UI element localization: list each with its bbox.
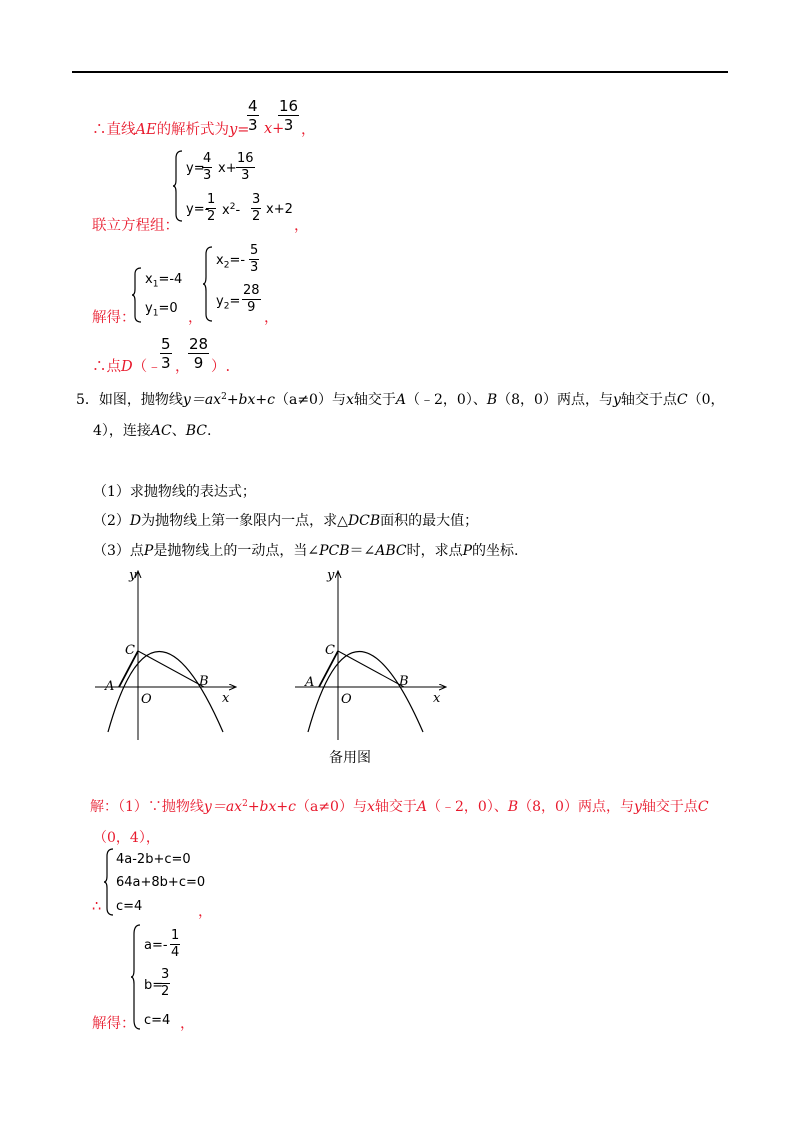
figure-caption: 备用图 [329,750,371,766]
brace-step2 [172,150,184,222]
step2-eq2-frac2: $\frac{3}{2}$ [252,192,261,224]
solution-a-frac: $\frac{1}{4}$ [171,928,180,960]
problem-line1: 5．如图，抛物线$y=ax^2+bx+c(a\ne 0)$与x轴交于A（﹣2，0）、B（8，0）两点，与y轴交于点C（0， [76,392,725,408]
label-c: C [125,643,135,658]
segment-bc [138,651,204,687]
sol1-x: $x_1=-4$ [145,272,183,290]
solution-label: 解得： [92,1016,136,1032]
sol1-y: $y_1=0$ [145,301,178,319]
step2-eq1-frac1: $\frac{4}{3}$ [203,151,212,183]
question-2: （2）D为抛物线上第一象限内一点，求△DCB面积的最大值； [93,513,479,529]
system-eq1: 4a-2b+c=0 [116,852,191,867]
question-1: （1）求抛物线的表达式； [93,484,256,500]
sol2-x-frac: $\frac{5}{3}$ [250,243,259,275]
system-eq3: c=4 [116,899,143,914]
solution-comma: ， [180,1016,195,1032]
label-a: A [305,675,315,690]
step1-frac2: $\frac{16}{3}$ [279,97,299,134]
parabola [108,652,223,733]
solution-a: a=- [144,938,168,953]
step1-comma: ， [301,122,316,138]
solution-line1: 解：（1）∵抛物线$y=ax^2+bx+c(a\ne 0)$与x轴交于A（﹣2，0）、B（8，0）两点，与y轴交于点C [90,799,709,815]
header-rule [72,71,728,73]
therefore-symbol: ∴ [92,899,102,915]
step4-frac2: $\frac{28}{9}$ [189,335,209,372]
solution-b: b= [144,978,164,993]
label-x: x [222,691,230,706]
label-y: y [327,568,335,583]
step2-comma: ， [294,218,309,234]
solution-c: c=4 [144,1013,171,1028]
step1-text: ∴直线AE的解析式为y= [92,122,250,138]
step4-text: ∴点D（﹣ [92,359,162,375]
sol-sep: ， [188,310,203,326]
label-y: y [129,568,137,583]
label-c: C [325,643,335,658]
figure-main [95,562,245,742]
step2-eq1-y: y= [186,161,205,176]
sol2-y-frac: $\frac{28}{9}$ [243,283,260,315]
step2-eq2-frac1: $\frac{1}{2}$ [207,192,216,224]
solution-line2: （0，4）， [93,830,160,846]
label-o: O [141,692,152,707]
label-x: x [433,691,441,706]
step3-comma: ， [264,310,279,326]
step2-eq1-frac2: $\frac{16}{3}$ [237,151,254,183]
sol2-x: $x_2=-$ [216,253,246,271]
sol2-y: $y_2=$ [216,294,241,312]
figure-backup [295,562,455,742]
step4-close: ）. [211,359,231,375]
question-3: （3）点P是抛物线上的一动点，当∠PCB＝∠ABC时，求点P的坐标. [93,543,519,559]
step3-label: 解得： [92,310,136,326]
step2-eq2-rest: x+2 [266,202,293,217]
step4-sep: ， [175,359,190,375]
step1-frac1: $\frac{4}{3}$ [248,97,258,134]
brace-sol2 [202,246,214,322]
label-o: O [341,692,352,707]
label-b: B [399,674,409,689]
step2-eq1-rest: x+ [218,161,237,176]
solution-b-frac: $\frac{3}{2}$ [161,967,170,999]
segment-bc [338,651,404,687]
step4-frac1: $\frac{5}{3}$ [161,335,171,372]
label-a: A [105,679,115,694]
step2-eq2-x2: $x^2-$ [222,202,241,218]
system-comma: ， [198,904,213,920]
problem-line2: 4），连接AC、BC. [93,423,212,439]
system-eq2: 64a+8b+c=0 [116,875,206,890]
label-b: B [199,674,209,689]
brace-system [103,848,115,916]
step2-eq2-y: y=- [186,202,210,217]
step1-x: x+ [264,121,285,137]
parabola [308,652,423,733]
step2-label: 联立方程组： [92,218,179,234]
